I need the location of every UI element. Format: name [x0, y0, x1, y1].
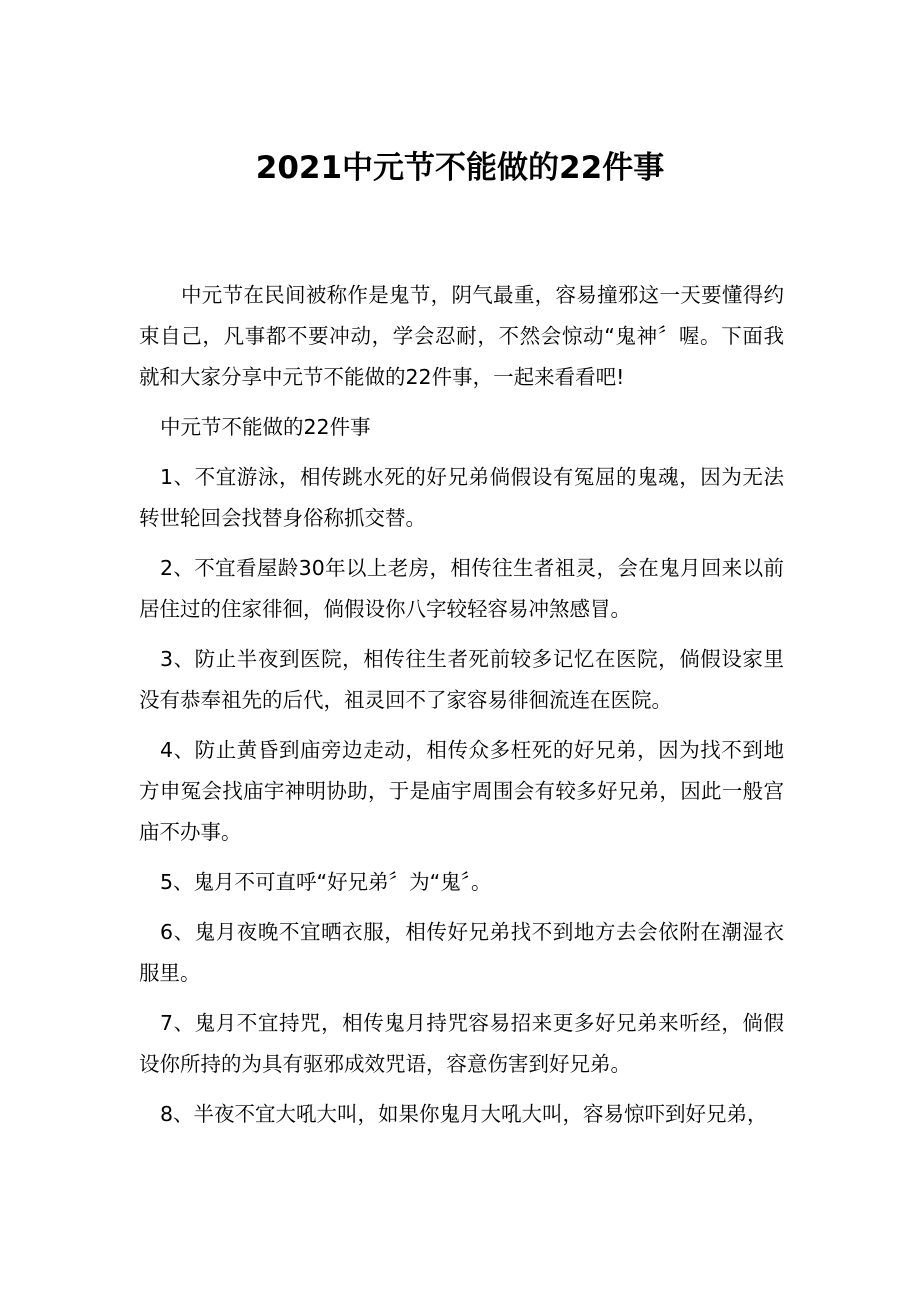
subheading: 中元节不能做的22件事: [160, 415, 371, 439]
document-title: 2021中元节不能做的22件事: [255, 150, 665, 186]
document-body: [139, 275, 784, 1144]
list-item: 8、半夜不宜大吼大叫，如果你鬼月大吼大叫，容易惊吓到好兄弟，: [160, 1102, 768, 1126]
list-item: 1、不宜游泳，相传跳水死的好兄弟倘假设有冤屈的鬼魂，因为无法转世轮回会找替身俗称抓交替。: [139, 465, 784, 530]
list-item: 7、鬼月不宜持咒，相传鬼月持咒容易招来更多好兄弟来听经，倘假设你所持的为具有驱邪成效咒语，容意伤害到好兄弟。: [139, 1011, 784, 1076]
list-item: 4、防止黄昏到庙旁边走动，相传众多枉死的好兄弟，因为找不到地方申冤会找庙宇神明协助，于是庙宇周围会有较多好兄弟，因此一般宫庙不办事。: [139, 738, 784, 844]
list-item: 6、鬼月夜晚不宜晒衣服，相传好兄弟找不到地方去会依附在潮湿衣服里。: [139, 920, 784, 985]
list-item: 3、防止半夜到医院，相传往生者死前较多记忆在医院，倘假设家里没有恭奉祖先的后代，祖灵回不了家容易徘徊流连在医院。: [139, 647, 784, 712]
intro-paragraph: 中元节在民间被称作是鬼节，阴气最重，容易撞邪这一天要懂得约束自己，凡事都不要冲动，学会忍耐，不然会惊动“鬼神〞喔。下面我就和大家分享中元节不能做的22件事，一起来看看吧!: [139, 283, 784, 389]
list-item: 5、鬼月不可直呼“好兄弟〞为“鬼〞。: [160, 870, 492, 894]
list-item: 2、不宜看屋龄30年以上老房，相传往生者祖灵，会在鬼月回来以前居住过的住家徘徊，倘假设你八字较轻容易冲煞感冒。: [139, 556, 784, 621]
